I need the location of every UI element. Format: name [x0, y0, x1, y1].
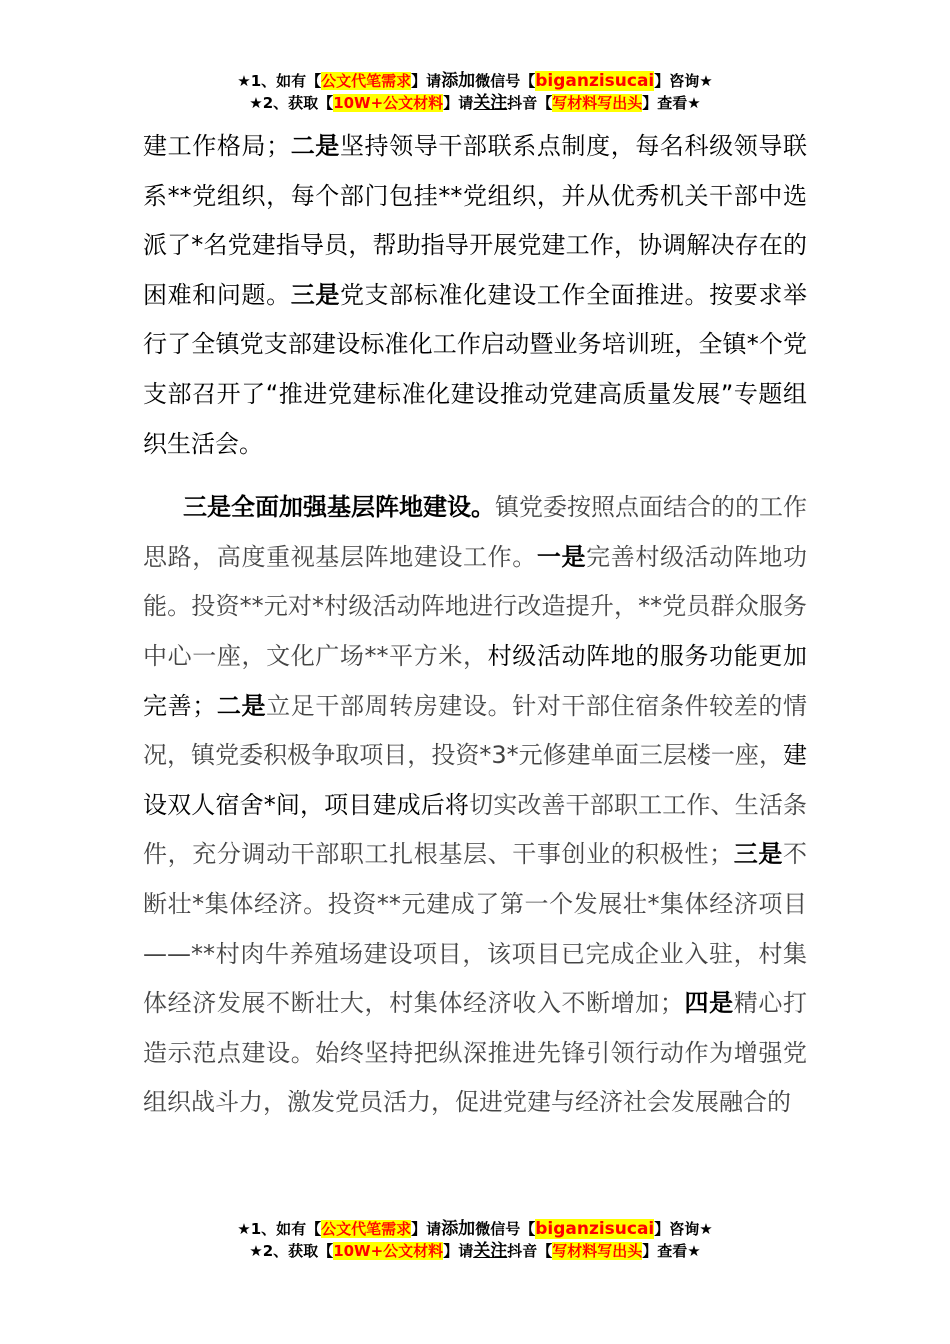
banner-text: 微信号【	[475, 72, 536, 90]
text-run: 精心打造示范点建设。始终坚持把纵深推进先锋引领行动作为增强党组织战斗力，激发党员活力，促进党建与经济社会发展融合的	[143, 989, 808, 1117]
text-run: 不断壮*集体经济。投资**元建成了第一个发展壮*集体经济项目——**村肉牛养殖场建设项目，该项目已完成企业入驻，村集体经济发展不断壮大，村集体经济收入不断增加；	[143, 840, 808, 1018]
text-run: 切实改善干部职工工作、生活条件，充分调动干部职工扎根基层、干事创业的积极性；	[143, 790, 808, 869]
text-run: 建工作格局；	[143, 132, 291, 160]
banner-text: 抖音【	[507, 1242, 553, 1260]
banner-line-1	[0, 1218, 950, 1240]
banner-text: ★2、获取【	[249, 94, 334, 112]
text-run: 村级活动阵地的服务功能更加完善；	[143, 641, 808, 720]
banner-highlight: 公文代笔需求	[321, 1220, 412, 1238]
banner-text: 】请	[443, 1242, 474, 1260]
banner-wechat-id: biganzisucai	[535, 71, 655, 91]
banner-emphasis: 添加	[441, 1219, 476, 1239]
banner-highlight: 公文代笔需求	[321, 72, 412, 90]
footer-banner	[0, 1218, 950, 1262]
text-run: 党支部标准化建设工作全面推进。按要求举行了全镇党支部建设标准化工作启动暨业务培训班，全镇*个党支部召开了“推进党建标准化建设推动党建高质量发展”专题组织生活会。	[143, 280, 808, 458]
text-run: 完善村级活动阵地功能。投资**元对*村级活动阵地进行改造提升，**党员群众服务中心一座，文化广场**平方米，	[143, 542, 808, 670]
banner-text: 抖音【	[507, 94, 553, 112]
banner-douyin-name: 写材料写出头	[552, 1242, 643, 1260]
banner-text: 微信号【	[475, 1220, 536, 1238]
text-run: 建设双人宿舍*间，项目建成后将	[143, 741, 807, 819]
text-run: 镇党委按照点面结合的的工作思路，高度重视基层阵地建设工作。	[143, 493, 807, 571]
banner-text: 】咨询★	[654, 72, 713, 90]
banner-text: 】查看★	[642, 1242, 701, 1260]
banner-highlight: 10W+公文材料	[333, 94, 444, 112]
banner-text: ★2、获取【	[249, 1242, 334, 1260]
section-heading: 三是全面加强基层阵地建设。	[183, 493, 495, 522]
header-banner	[0, 70, 950, 114]
banner-emphasis: 关注	[473, 1241, 508, 1261]
banner-text: 】查看★	[642, 94, 701, 112]
paragraph-1	[143, 122, 807, 469]
banner-line-2	[0, 92, 950, 114]
keyword: 三是	[290, 280, 340, 309]
text-run: 坚持领导干部联系点制度，每名科级领导联系**党组织，每个部门包挂**党组织，并从优秀机关干部中选派了*名党建指导员，帮助指导开展党建工作，协调解决存在的困难和问题。	[143, 132, 808, 309]
keyword: 二是	[216, 691, 267, 720]
banner-line-2	[0, 1240, 950, 1262]
banner-emphasis: 关注	[473, 93, 508, 113]
banner-text: 】咨询★	[654, 1220, 713, 1238]
keyword: 三是	[733, 840, 784, 869]
text-run: 立足干部周转房建设。针对干部住宿条件较差的情况，镇党委积极争取项目，投资*3*元修建单面三层楼一座，	[143, 691, 808, 770]
banner-text: 】请	[443, 94, 474, 112]
banner-emphasis: 添加	[441, 71, 476, 91]
keyword: 二是	[290, 132, 340, 160]
paragraph-2	[143, 483, 807, 1128]
keyword: 四是	[683, 989, 734, 1018]
banner-wechat-id: biganzisucai	[535, 1219, 655, 1239]
banner-line-1	[0, 70, 950, 92]
banner-douyin-name: 写材料写出头	[552, 94, 643, 112]
banner-text: ★1、如有【	[237, 72, 322, 90]
banner-text: 】请	[411, 72, 442, 90]
banner-text: ★1、如有【	[237, 1220, 322, 1238]
banner-text: 】请	[411, 1220, 442, 1238]
keyword: 一是	[536, 542, 587, 571]
document-body	[143, 122, 807, 1128]
banner-highlight: 10W+公文材料	[333, 1242, 444, 1260]
